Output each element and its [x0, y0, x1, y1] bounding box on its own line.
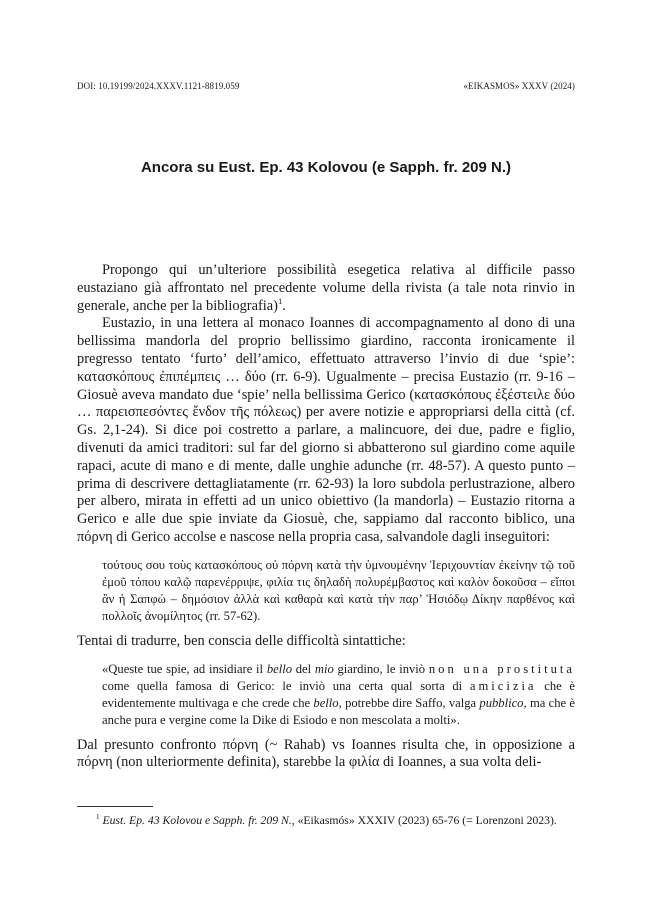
- footnote-divider: [77, 806, 153, 807]
- paragraph-2: Eustazio, in una lettera al monaco Ioannes di accompagnamento al dono di una bellissima mandorla del proprio bellissimo giardino, racconta ironicamente il pregresso tentato ‘furto’ dell’amico, effettuato attraverso l’invio di due ‘spie’: κατασκόπους ἐπιπέμπεις … δύο (rr. 6-9). Ugualmente – precisa Eustazio (rr. 9-16 – Giosuè aveva mandato due ‘spie’ nella bellissima Gerico (κατασκόπους ἐξέστειλε δύο … παρεισπεσόντες ἔνδον τῆς πόλεως) per avere notizie e appropriarsi della città (cf. Gs. 2,1-24). Si dice poi costretto a parlare, a malincuore, dei due, padre e figlio, divenuti da amici traditori: sul far del giorno si abbatterono sul giardino come aquile rapaci, acute di mano e di mente, dalle unghie adunche (rr. 48-57). A questo punto – prima di descrivere dettagliatamente (rr. 62-93) la loro subdola perlustrazione, albero per albero, mirata in effetti ad un unico obiettivo (la mandorla) – Eustazio ritorna a Gerico e alle due spie inviate da Giosuè, che, sappiamo dal racconto biblico, una πόρνη di Gerico accolse e nascose nella propria casa, salvandole dagli inseguitori:: [77, 315, 575, 545]
- footnote-1: $^1$ Eust. Ep. 43 Kolovou e Sapph. fr. 209 N., «Eikasmós» XXXIV (2023) 65-76 (= Lorenzoni 2023).: [96, 813, 557, 827]
- doi-label: DOI: 10.19199/2024.XXXV.1121-8819.059: [77, 81, 240, 91]
- italian-translation-quote: «Queste tue spie, ad insidiare il bello del mio giardino, le inviò non una prostituta come quella famosa di Gerico: le inviò una certa qual sorta di amicizia che è evidentemente multivaga e che crede che bello, potrebbe dire Saffo, valga pubblico, ma che è anche pura e vergine come la Dike di Esiodo e non mescolata a molti».: [102, 661, 575, 727]
- paragraph-3: Tentai di tradurre, ben conscia delle difficoltà sintattiche:: [77, 632, 406, 649]
- paragraph-4: Dal presunto confronto πόρνη (~ Rahab) vs Ioannes risulta che, in opposizione a πόρνη (non ulteriormente definita), starebbe la φιλία di Ioannes, a sua volta deli-: [77, 736, 575, 771]
- paragraph-1: Propongo qui un’ulteriore possibilità esegetica relativa al difficile passo eustaziano già affrontato nel precedente volume della rivista (a tale nota rinvio in generale, anche per la bibliografia)$^1$.: [77, 262, 575, 314]
- footnote-ref[interactable]: 1: [277, 295, 283, 306]
- journal-label: «EIKASMOS» XXXV (2024): [463, 81, 575, 91]
- article-body: [77, 262, 575, 772]
- greek-quote: τούτους σου τοὺς κατασκόπους οὐ πόρνη κατὰ τὴν ὑμνουμένην Ἱεριχουντίαν ἐκείνην τῷ τοῦ ἐμοῦ τόπου καλῷ παρενέρριψε, φιλία τις δηλαδὴ πολυρέμβαστος καὶ καλὸν δοκοῦσα – εἴποι ἂν ἡ Σαπφώ – δημόσιον ἀλλὰ καὶ καθαρὰ καὶ κατὰ τὴν παρ’ Ἡσιόδῳ Δίκην παρθένος καὶ πολλοῖς ἀνομίλητος (rr. 57-62).: [102, 557, 575, 623]
- article-title: Ancora su Eust. Ep. 43 Kolovou (e Sapph. fr. 209 N.): [140, 159, 512, 176]
